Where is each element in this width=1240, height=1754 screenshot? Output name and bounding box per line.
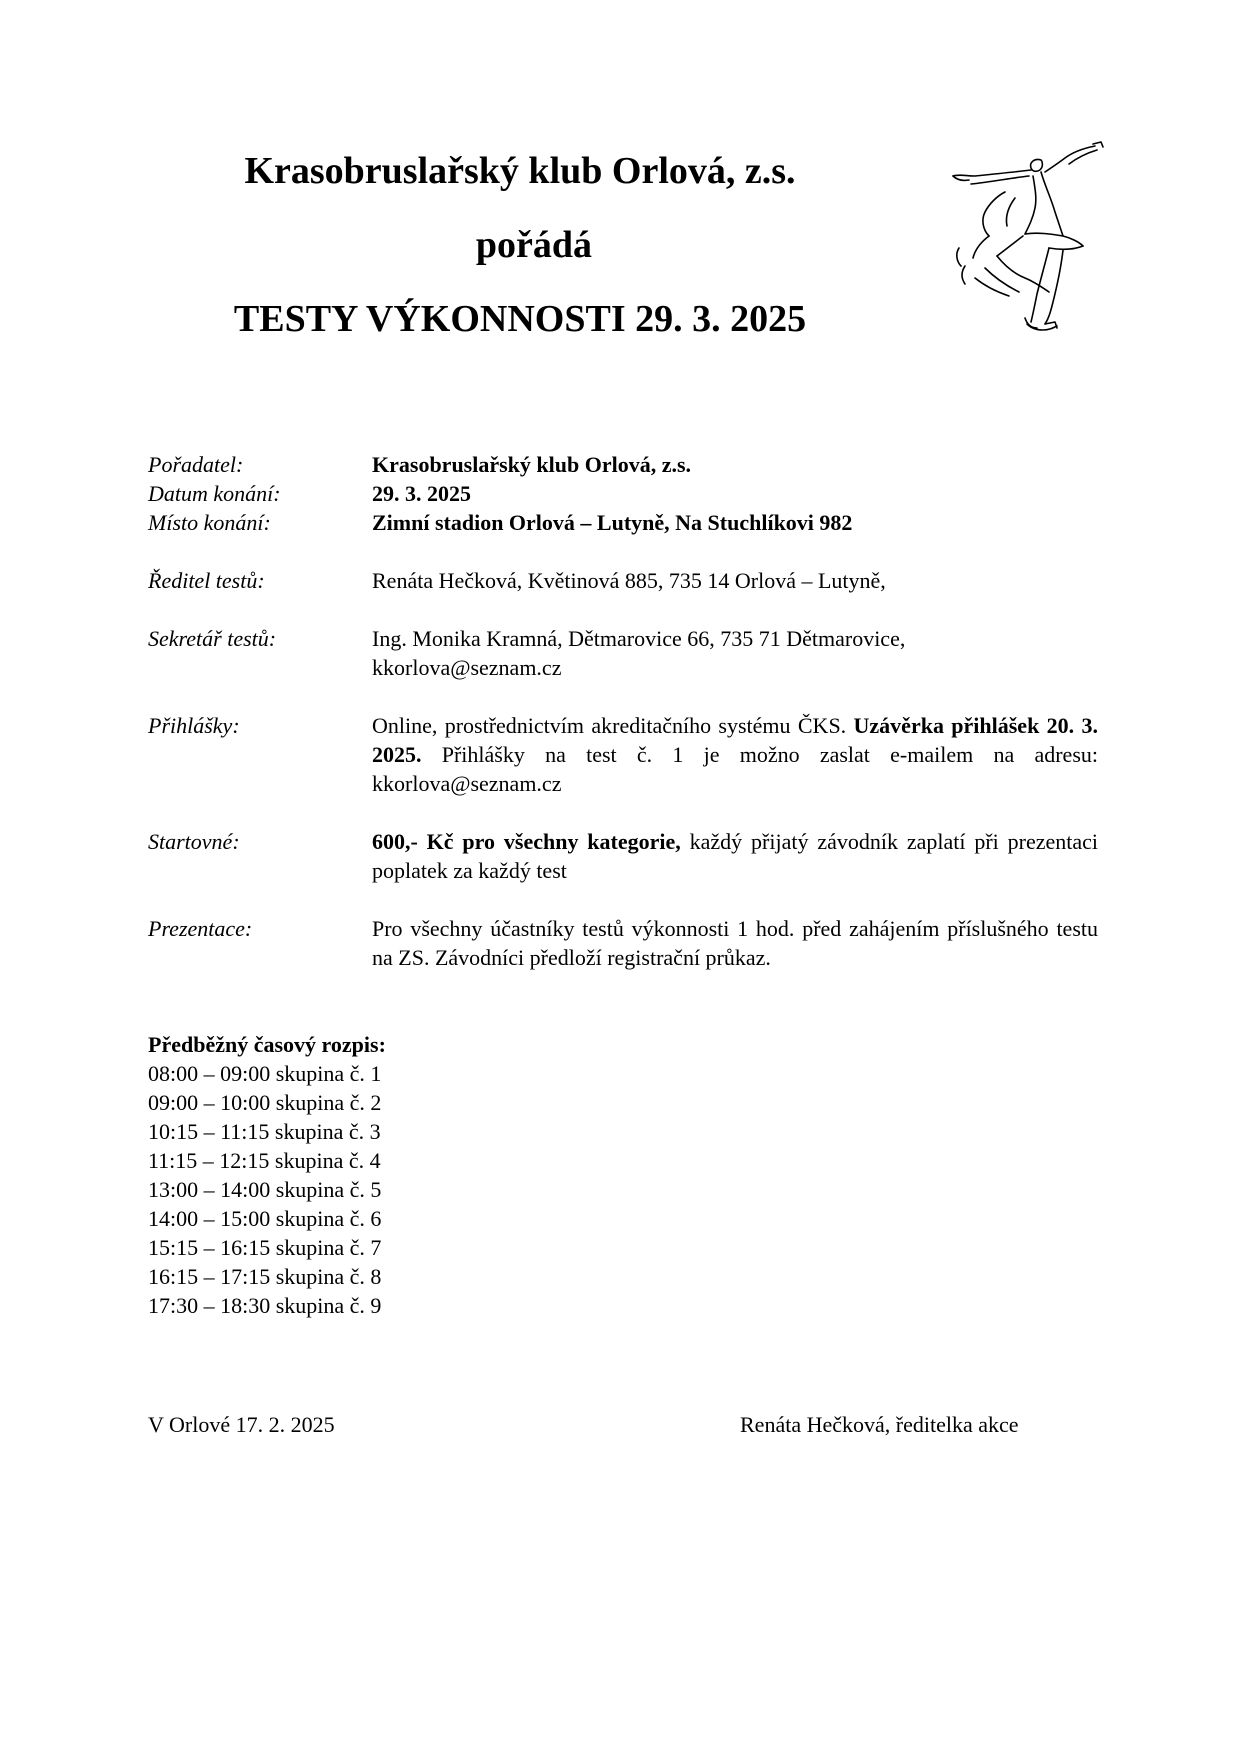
registration-deadline: Uzávěrka přihlášek 20. 3. 2025. [372,713,1098,767]
info-label: Prezentace: [148,916,253,941]
schedule-item: 13:00 – 14:00 skupina č. 5 [148,1177,382,1202]
registration-email-note: Přihlášky na test č. 1 je možno zaslat e-mailem na adresu: kkorlova@seznam.cz [372,742,1098,796]
figure-skater-icon [945,138,1115,348]
schedule-title: Předběžný časový rozpis: [148,1032,386,1057]
info-label: Přihlášky: [148,713,240,738]
schedule-item: 17:30 – 18:30 skupina č. 9 [148,1293,382,1318]
schedule [148,1030,386,1320]
schedule-item: 14:00 – 15:00 skupina č. 6 [148,1206,382,1231]
signature: Renáta Hečková, ředitelka akce [740,1412,1019,1437]
info-value: Krasobruslařský klub Orlová, z.s. [372,452,692,477]
info-value: Pro všechny účastníky testů výkonnosti 1 hod. před zahájením příslušného testu na ZS. Závodníci předloží registrační průkaz. [372,916,1098,970]
info-value: 29. 3. 2025 [372,481,471,506]
info-row-registration [148,711,1098,798]
entry-fee-amount: 600,- Kč pro všechny kategorie, [372,829,681,854]
info-label: Pořadatel: [148,452,244,477]
info-row-secretary [148,624,1098,682]
schedule-item: 15:15 – 16:15 skupina č. 7 [148,1235,382,1260]
place-date: V Orlové 17. 2. 2025 [148,1412,335,1437]
info-row-organizer [148,450,1098,479]
info-row-entry-fee [148,827,1098,885]
info-value: Renáta Hečková, Květinová 885, 735 14 Orlová – Lutyně, [372,568,886,593]
info-label: Datum konání: [148,481,281,506]
info-row-director [148,566,1098,595]
info-value [372,827,1098,885]
schedule-item: 10:15 – 11:15 skupina č. 3 [148,1119,381,1144]
info-value: Ing. Monika Kramná, Dětmarovice 66, 735 71 Dětmarovice, kkorlova@seznam.cz [372,626,906,680]
organizes-heading: pořádá [475,224,593,266]
info-row-presentation [148,914,1098,972]
schedule-item: 16:15 – 17:15 skupina č. 8 [148,1264,382,1289]
info-row-date [148,479,1098,508]
entry-fee-note: každý přijatý závodník zaplatí při prezentaci poplatek za každý test [372,829,1098,883]
info-value [372,711,1098,798]
schedule-item: 08:00 – 09:00 skupina č. 1 [148,1061,382,1086]
info-row-venue [148,508,1098,537]
info-value: Zimní stadion Orlová – Lutyně, Na Stuchlíkovi 982 [372,510,853,535]
schedule-item: 09:00 – 10:00 skupina č. 2 [148,1090,382,1115]
club-name-heading: Krasobruslařský klub Orlová, z.s. [244,150,796,192]
event-title: TESTY VÝKONNOSTI 29. 3. 2025 [233,298,807,340]
info-label: Místo konání: [148,510,271,535]
info-label: Startovné: [148,829,240,854]
registration-text: Online, prostřednictvím akreditačního systému ČKS. [372,713,854,738]
schedule-item: 11:15 – 12:15 skupina č. 4 [148,1148,381,1173]
event-info [148,450,1098,972]
info-label: Ředitel testů: [148,568,265,593]
info-label: Sekretář testů: [148,626,277,651]
